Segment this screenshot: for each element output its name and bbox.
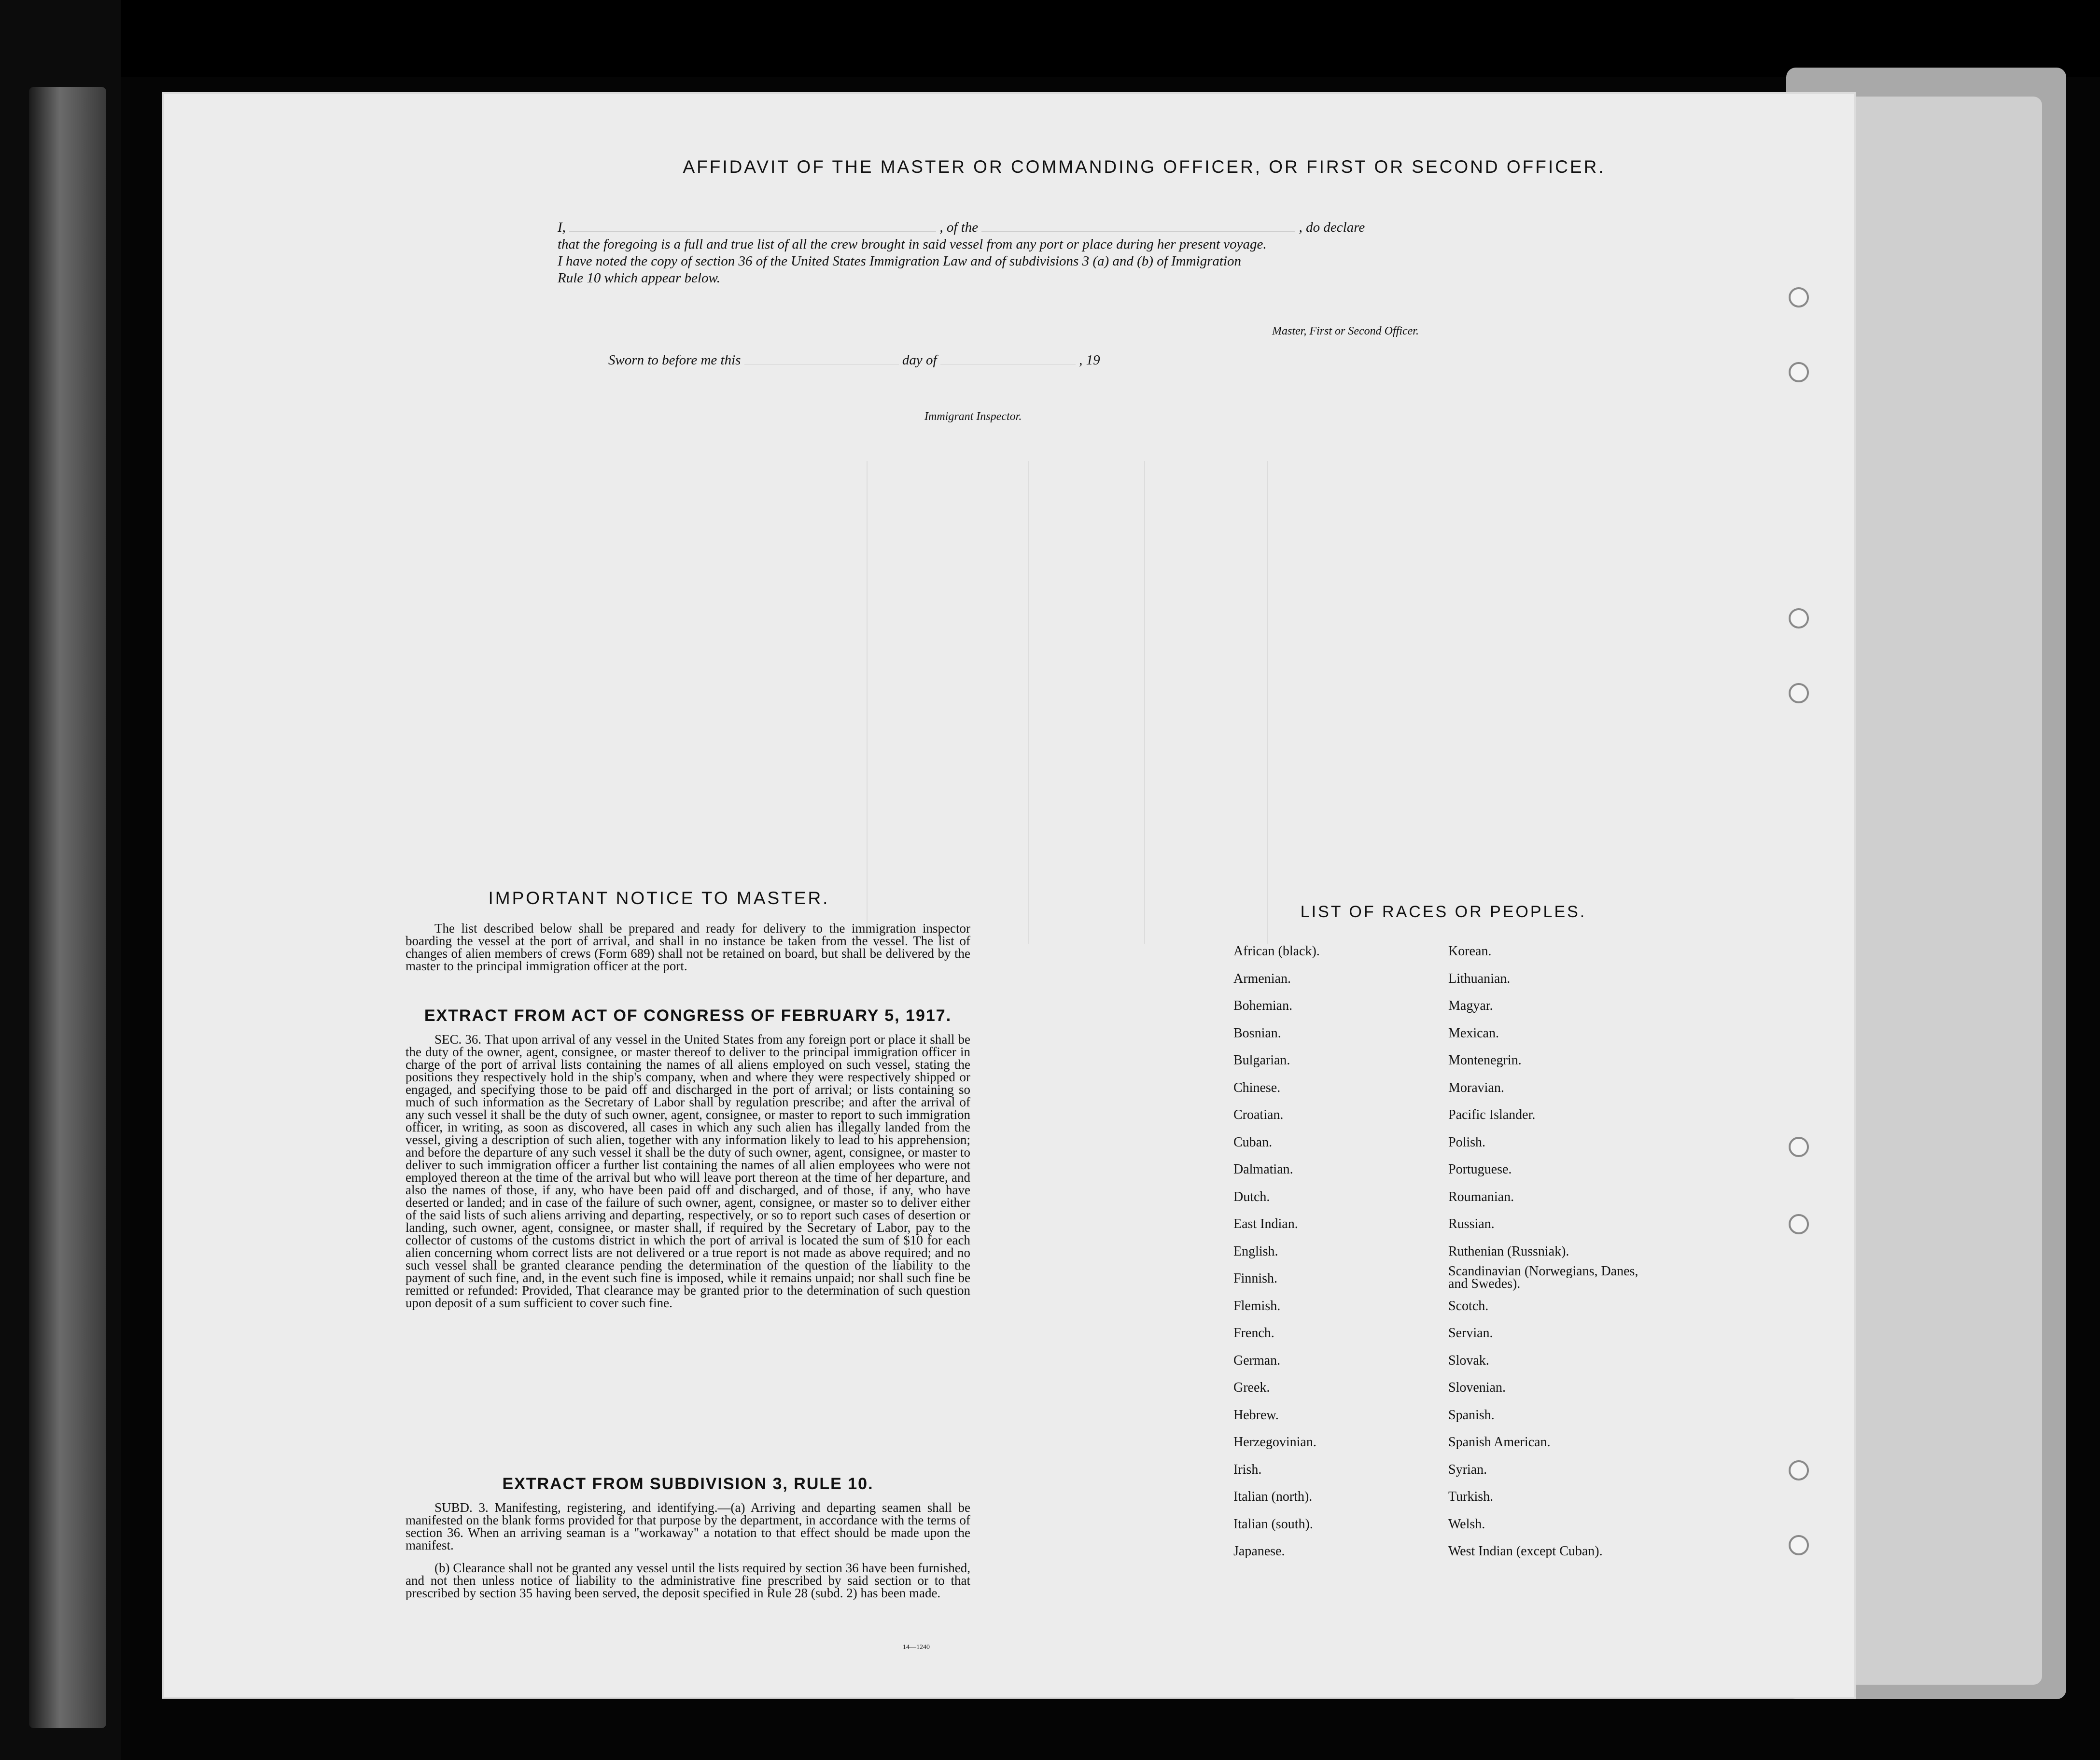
sworn-text: Sworn to before me this	[608, 352, 741, 368]
day-of-text: day of	[902, 352, 937, 368]
binder-strip	[29, 87, 106, 1728]
decl-do-declare: , do declare	[1299, 220, 1365, 235]
race-item: Hebrew.	[1233, 1407, 1279, 1423]
notice-title: IMPORTANT NOTICE TO MASTER.	[488, 888, 830, 908]
race-item: Italian (north).	[1233, 1489, 1313, 1504]
inspector-signature-label: Immigrant Inspector.	[924, 410, 1022, 423]
race-item: Turkish.	[1448, 1489, 1494, 1504]
document-page	[164, 94, 1854, 1697]
punch-hole-icon	[1789, 362, 1809, 382]
year-text: , 19	[1079, 352, 1100, 368]
punch-hole-icon	[1789, 683, 1809, 703]
race-item: Korean.	[1448, 944, 1492, 959]
race-item: Pacific Islander.	[1448, 1107, 1536, 1122]
subdivision-3a-text: SUBD. 3. Manifesting, registering, and identifying.—(a) Arriving and departing seamen shall be manifested on the blank forms provided for that purpose by the department, in accordance with the terms of section 36. When an arriving seaman is a "workaway" a notation to that effect should be made upon the manifest.	[406, 1500, 970, 1552]
punch-hole-icon	[1789, 287, 1809, 307]
race-item: Montenegrin.	[1448, 1053, 1522, 1068]
race-item: Dutch.	[1233, 1189, 1270, 1204]
race-item: Portuguese.	[1448, 1162, 1512, 1177]
race-item: Syrian.	[1448, 1462, 1487, 1477]
race-item: Moravian.	[1448, 1080, 1504, 1095]
race-item: Irish.	[1233, 1462, 1262, 1477]
race-item: Armenian.	[1233, 971, 1291, 986]
race-item: French.	[1233, 1326, 1274, 1341]
ruled-column	[1267, 461, 1268, 944]
master-signature-label: Master, First or Second Officer.	[1272, 325, 1419, 337]
race-item: Spanish.	[1448, 1407, 1495, 1423]
punch-hole-icon	[1789, 1137, 1809, 1157]
race-item: Flemish.	[1233, 1298, 1281, 1313]
race-item: Roumanian.	[1448, 1189, 1514, 1204]
name-blank	[569, 231, 936, 232]
race-item: Magyar.	[1448, 998, 1493, 1013]
punch-hole-icon	[1789, 1460, 1809, 1481]
sworn-line	[608, 352, 1719, 368]
punch-hole-icon	[1789, 1535, 1809, 1555]
race-item: Chinese.	[1233, 1080, 1281, 1095]
race-item: Slovenian.	[1448, 1380, 1506, 1395]
races-title: LIST OF RACES OR PEOPLES.	[1300, 903, 1587, 921]
race-item: Ruthenian (Russniak).	[1448, 1243, 1569, 1259]
decl-i: I,	[558, 220, 566, 235]
declaration-line-4: Rule 10 which appear below.	[558, 270, 720, 286]
race-item: Greek.	[1233, 1380, 1270, 1395]
form-number: 14—1240	[903, 1644, 930, 1651]
race-item: Herzegovinian.	[1233, 1435, 1316, 1450]
race-item: Lithuanian.	[1448, 971, 1511, 986]
ruled-column	[1144, 461, 1145, 944]
notice-text: The list described below shall be prepared and ready for delivery to the immigration inspector boarding the vessel at the port of arrival, and shall in no instance be taken from the vessel. The list of changes of alien members of crews (Form 689) shall not be retained on board, but shall be delivered by the master to the principal immigration officer at the port.	[406, 921, 970, 973]
declaration-line-1	[558, 220, 1668, 236]
punch-hole-icon	[1789, 608, 1809, 629]
race-item: Italian (south).	[1233, 1516, 1313, 1532]
punch-hole-icon	[1789, 1214, 1809, 1234]
race-item: Mexican.	[1448, 1025, 1499, 1041]
race-item: Japanese.	[1233, 1544, 1285, 1559]
race-item: African (black).	[1233, 944, 1320, 959]
declaration-line-3: I have noted the copy of section 36 of the United States Immigration Law and of subdivisions 3 (a) and (b) of Immigration	[558, 253, 1242, 269]
race-item: West Indian (except Cuban).	[1448, 1544, 1603, 1559]
race-item: Bohemian.	[1233, 998, 1293, 1013]
race-item: Scandinavian (Norwegians, Danes, and Swedes).	[1448, 1264, 1638, 1291]
scanner-frame-top	[0, 0, 2100, 77]
race-item: Scotch.	[1448, 1298, 1489, 1313]
race-item: East Indian.	[1233, 1216, 1298, 1231]
rule-heading: EXTRACT FROM SUBDIVISION 3, RULE 10.	[502, 1475, 874, 1493]
race-item: Cuban.	[1233, 1134, 1273, 1150]
section-36-text: SEC. 36. That upon arrival of any vessel in the United States from any foreign port or place it shall be the duty of the owner, agent, consignee, or master thereof to deliver to the principal immigration officer in charge of the port of arrival lists containing the names of all aliens employed on such vessel, stating the positions they respectively hold in the ship's company, when and where they were respectively shipped or engaged, and specifying those to be paid off and discharged in the port of arrival; or lists containing so much of such information as the Secretary of Labor shall by regulation prescribe; and after the arrival of any such vessel it shall be the duty of such owner, agent, consignee, or master to report to such immigration officer, in writing, as soon as discovered, all cases in which any such alien has illegally landed from the vessel, giving a description of such alien, together with any information likely to lead to his apprehension; and before the departure of any such vessel it shall be the duty of such owner, agent, consignee, or master to deliver to such immigration officer a further list containing the names of all alien employees who were not employed thereon at the time of the arrival but who will leave port thereon at the time of her departure, and also the names of those, if any, who have been paid off and discharged, and of those, if any, who have deserted or landed; and in case of the failure of such owner, agent, consignee, or master so to deliver either of the said lists of such aliens arriving and departing, respectively, or so to report such cases of desertion or landing, such owner, agent, consignee, or master shall, if required by the Secretary of Labor, pay to the collector of customs of the customs district in which the port of arrival is located the sum of $10 for each alien concerning whom correct lists are not delivered or a true report is not made as above required; and no such vessel shall be granted clearance pending the determination of the question of the liability to the payment of such fine, and, in the event such fine is imposed, while it remains unpaid; nor shall such fine be remitted or refunded: Provided, That clearance may be granted prior to the determination of such question upon deposit of a sum sufficient to cover such fine.	[406, 1032, 970, 1310]
vessel-blank	[981, 231, 1295, 232]
race-item: English.	[1233, 1243, 1278, 1259]
race-item: Slovak.	[1448, 1353, 1489, 1368]
affidavit-title: AFFIDAVIT OF THE MASTER OR COMMANDING OFFICER, OR FIRST OR SECOND OFFICER.	[683, 157, 1606, 177]
race-item: Polish.	[1448, 1134, 1486, 1150]
race-item: Welsh.	[1448, 1516, 1485, 1532]
race-item: Servian.	[1448, 1326, 1493, 1341]
race-item: German.	[1233, 1353, 1281, 1368]
race-item: Croatian.	[1233, 1107, 1284, 1122]
race-item: Russian.	[1448, 1216, 1495, 1231]
race-item: Finnish.	[1233, 1271, 1278, 1286]
race-item: Bulgarian.	[1233, 1053, 1290, 1068]
act-heading: EXTRACT FROM ACT OF CONGRESS OF FEBRUARY 5, 1917.	[424, 1006, 952, 1025]
ruled-column	[1028, 461, 1029, 944]
race-item: Dalmatian.	[1233, 1162, 1293, 1177]
declaration-line-2: that the foregoing is a full and true list of all the crew brought in said vessel from any port or place during her present voyage.	[558, 237, 1267, 252]
decl-of-the: , of the	[939, 220, 979, 235]
subdivision-3b-text: (b) Clearance shall not be granted any vessel until the lists required by section 36 have been furnished, and not then unless notice of liability to the administrative fine prescribed by said section or to that prescribed by section 35 having been served, the deposit specified in Rule 28 (subd. 2) has been made.	[406, 1561, 970, 1600]
ruled-column	[867, 461, 868, 944]
race-item: Spanish American.	[1448, 1435, 1551, 1450]
race-item: Bosnian.	[1233, 1025, 1281, 1041]
